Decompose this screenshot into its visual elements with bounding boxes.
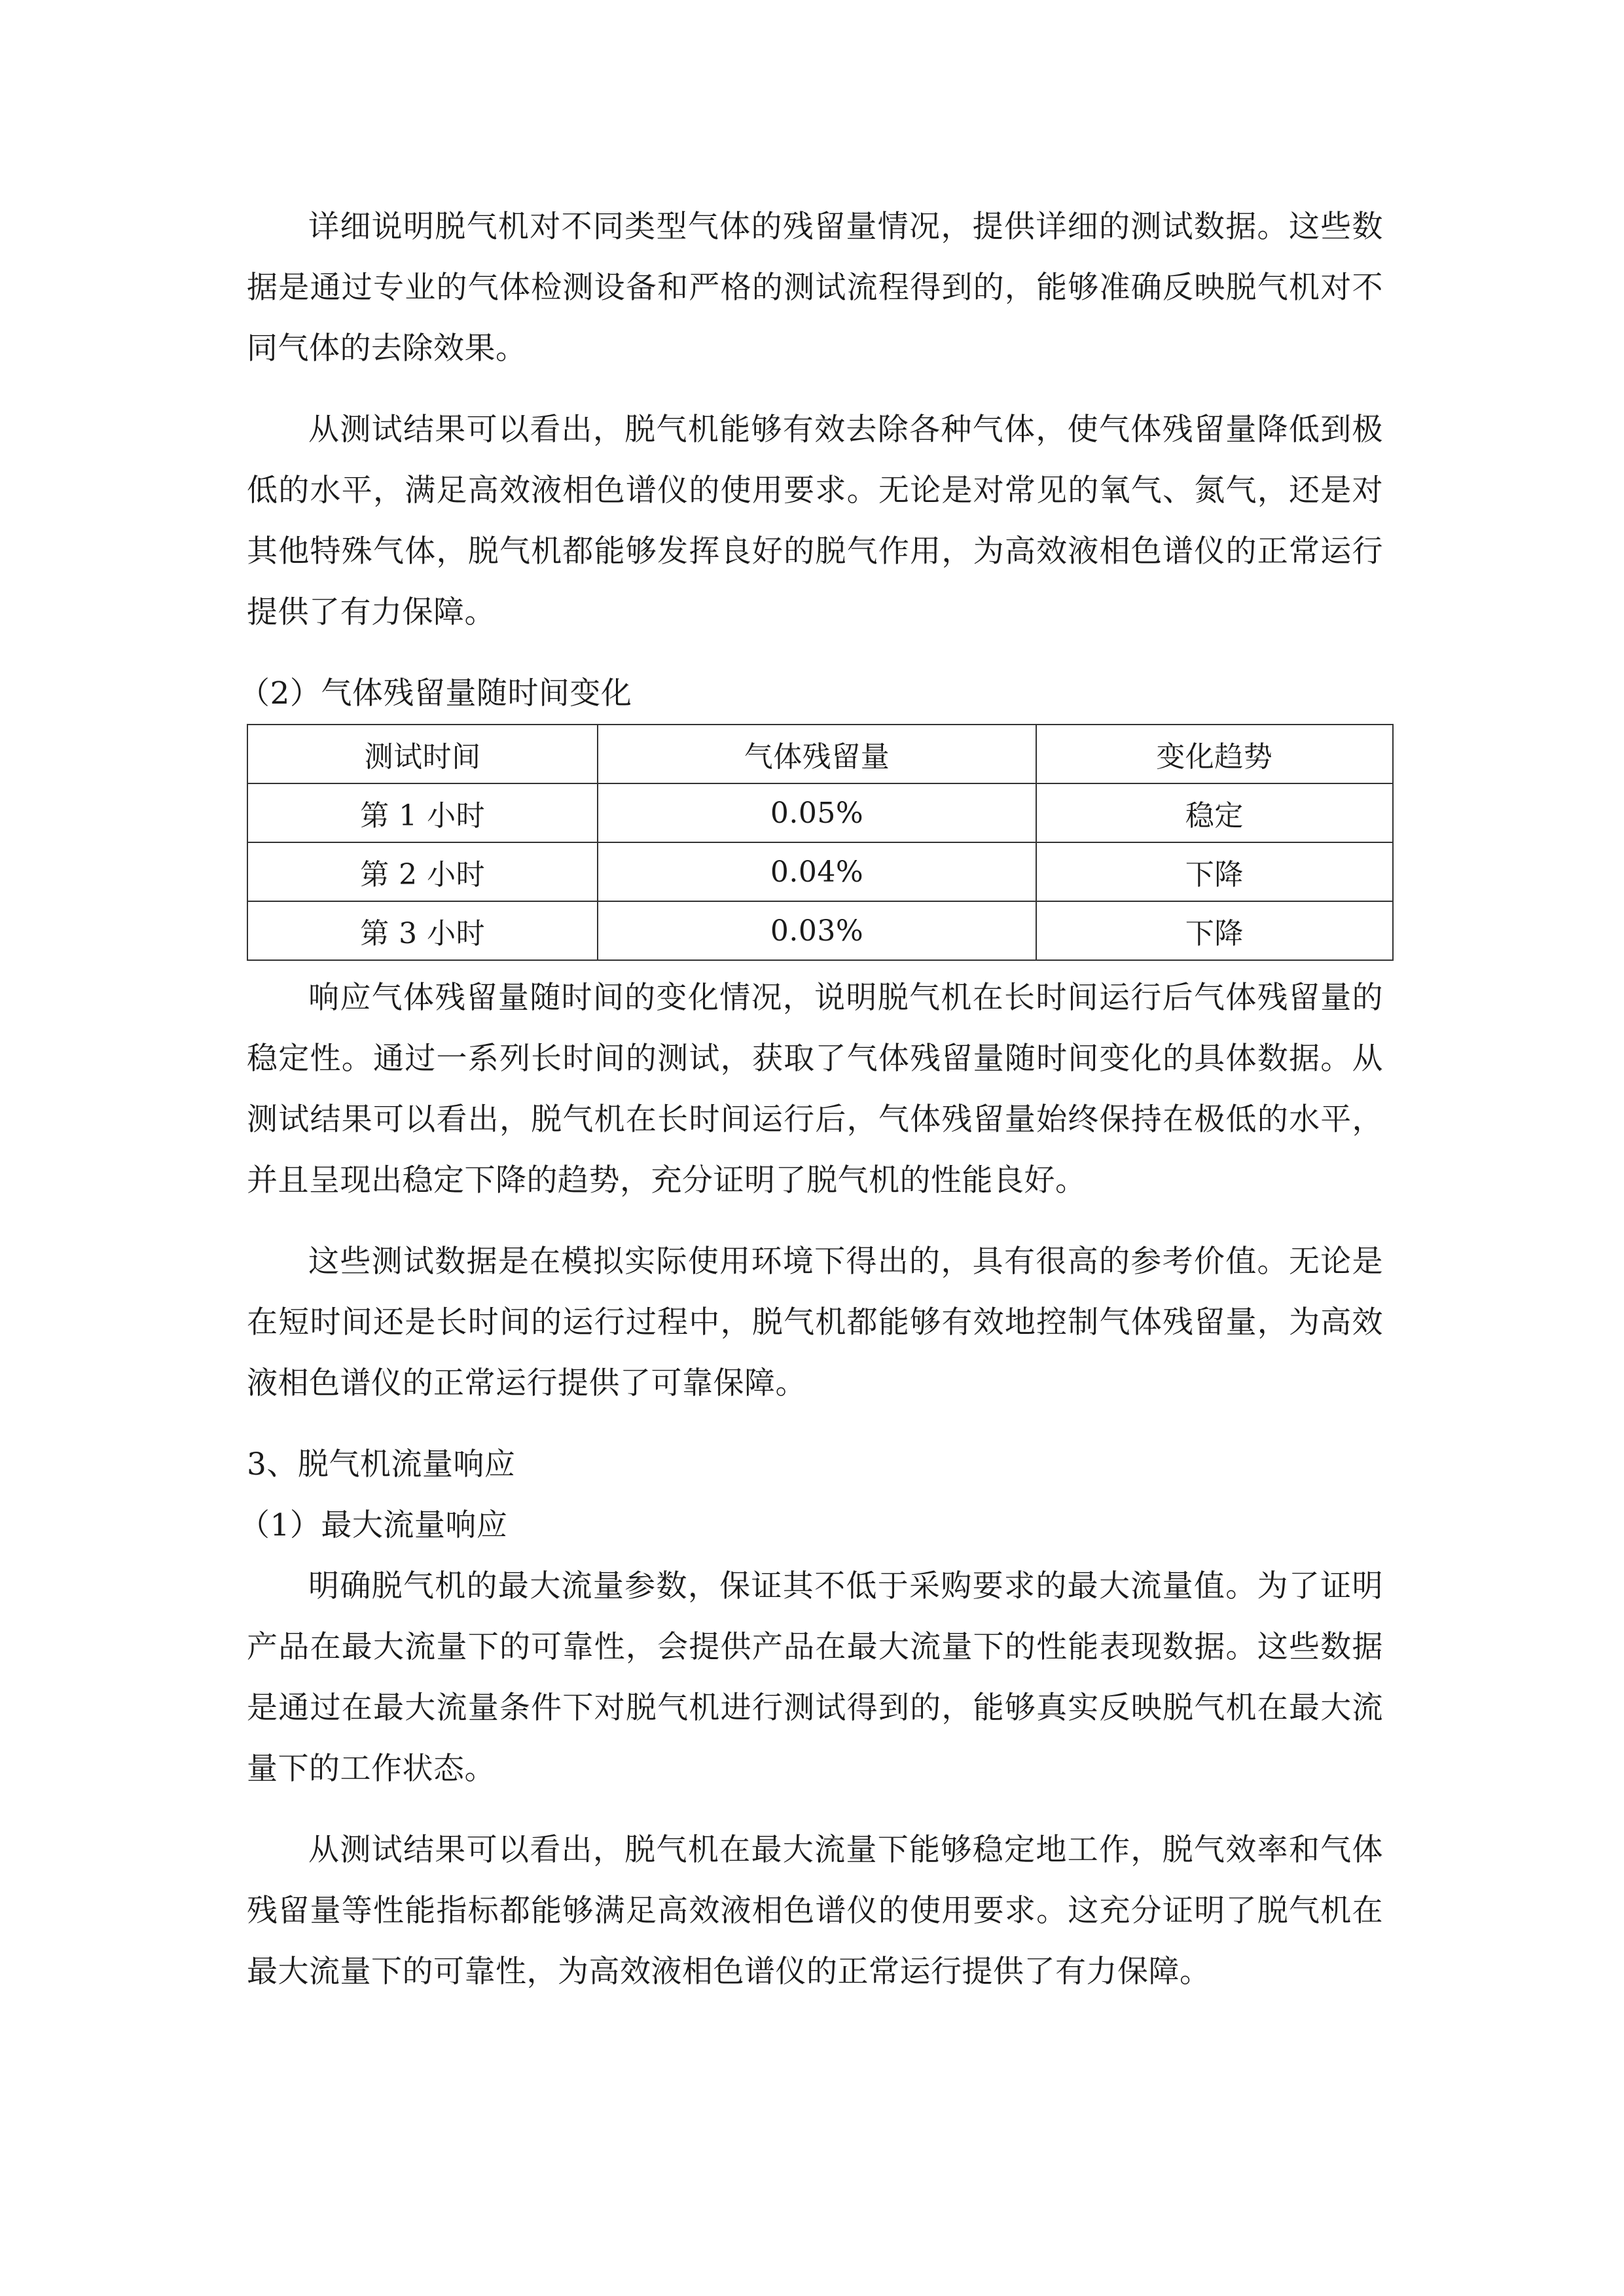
document-page — [239, 196, 1383, 2022]
table-row — [247, 842, 1393, 901]
paragraph-reference-value: 这些测试数据是在模拟实际使用环境下得出的，具有很高的参考价值。无论是在短时间还是长时间的运行过程中，脱气机都能够有效地控制气体残留量，为高效液相色谱仪的正常运行提供了可靠保障。 — [247, 1244, 1383, 1401]
paragraph-residual-detail: 详细说明脱气机对不同类型气体的残留量情况，提供详细的测试数据。这些数据是通过专业的气体检测设备和严格的测试流程得到的，能够准确反映脱气机对不同气体的去除效果。 — [247, 209, 1383, 367]
table-header-cell: 气体残留量 — [598, 725, 1036, 783]
table-cell-time: 第 3 小时 — [247, 901, 598, 960]
section-heading-residual-over-time: （2）气体残留量随时间变化 — [239, 675, 632, 711]
table-row — [247, 901, 1393, 960]
table-cell-residual: 0.05% — [598, 783, 1036, 842]
residual-over-time-table — [247, 724, 1394, 961]
table-header-row — [247, 725, 1393, 783]
table-cell-trend: 下降 — [1036, 901, 1393, 960]
paragraph-max-flow-results: 从测试结果可以看出，脱气机在最大流量下能够稳定地工作，脱气效率和气体残留量等性能指标都能够满足高效液相色谱仪的使用要求。这充分证明了脱气机在最大流量下的可靠性，为高效液相色谱仪的正常运行提供了有力保障。 — [247, 1832, 1383, 1990]
table-row — [247, 783, 1393, 842]
paragraph-test-results: 从测试结果可以看出，脱气机能够有效去除各种气体，使气体残留量降低到极低的水平，满足高效液相色谱仪的使用要求。无论是对常见的氧气、氮气，还是对其他特殊气体，脱气机都能够发挥良好的脱气作用，为高效液相色谱仪的正常运行提供了有力保障。 — [247, 412, 1383, 630]
paragraph-residual-stability: 响应气体残留量随时间的变化情况，说明脱气机在长时间运行后气体残留量的稳定性。通过一系列长时间的测试，获取了气体残留量随时间变化的具体数据。从测试结果可以看出，脱气机在长时间运行后，气体残留量始终保持在极低的水平，并且呈现出稳定下降的趋势，充分证明了脱气机的性能良好。 — [247, 980, 1383, 1198]
section-heading-flow-response: 3、脱气机流量响应 — [247, 1446, 516, 1482]
table-cell-time: 第 1 小时 — [247, 783, 598, 842]
table-cell-residual: 0.04% — [598, 842, 1036, 901]
table-cell-trend: 下降 — [1036, 842, 1393, 901]
residual-table-wrapper — [247, 724, 1383, 961]
table-header-cell: 测试时间 — [247, 725, 598, 783]
paragraph-max-flow-params: 明确脱气机的最大流量参数，保证其不低于采购要求的最大流量值。为了证明产品在最大流量下的可靠性，会提供产品在最大流量下的性能表现数据。这些数据是通过在最大流量条件下对脱气机进行测试得到的，能够真实反映脱气机在最大流量下的工作状态。 — [247, 1568, 1383, 1787]
table-cell-residual: 0.03% — [598, 901, 1036, 960]
table-header-cell: 变化趋势 — [1036, 725, 1393, 783]
table-cell-trend: 稳定 — [1036, 783, 1393, 842]
subsection-heading-max-flow: （1）最大流量响应 — [239, 1507, 508, 1543]
table-cell-time: 第 2 小时 — [247, 842, 598, 901]
